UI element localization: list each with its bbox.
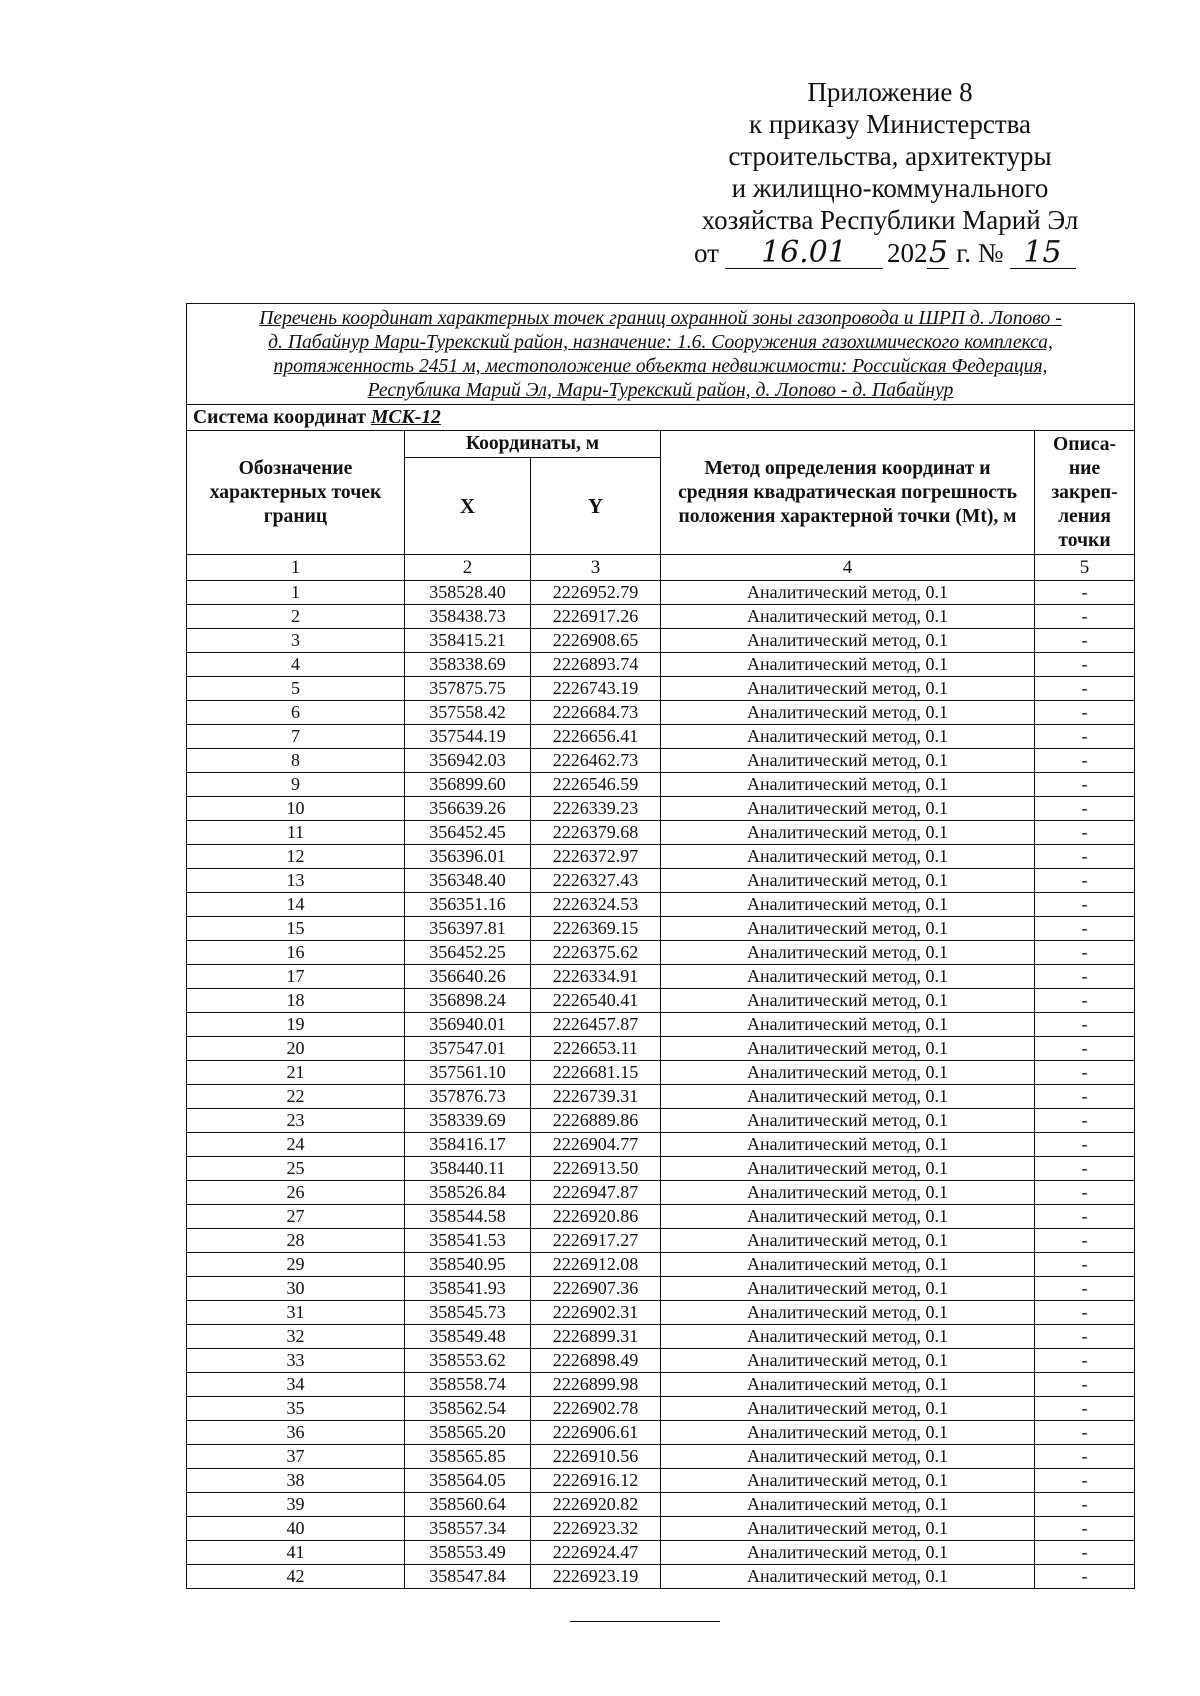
point-number: 9 [187, 773, 405, 797]
column-number: 1 [187, 555, 405, 581]
method-cell: Аналитический метод, 0.1 [661, 1085, 1035, 1109]
order-appendix-header [660, 76, 1120, 236]
coordinate-y: 2226907.36 [531, 1277, 661, 1301]
point-number: 14 [187, 893, 405, 917]
coordinate-y: 2226743.19 [531, 677, 661, 701]
table-row [187, 821, 1135, 845]
table-row [187, 773, 1135, 797]
coordinate-x: 358415.21 [405, 629, 531, 653]
coordinate-y: 2226917.27 [531, 1229, 661, 1253]
table-row [187, 1469, 1135, 1493]
coordinate-x: 356942.03 [405, 749, 531, 773]
point-number: 39 [187, 1493, 405, 1517]
fixing-description: - [1035, 845, 1135, 869]
fixing-description: - [1035, 1109, 1135, 1133]
column-number: 5 [1035, 555, 1135, 581]
coordinate-x: 358438.73 [405, 605, 531, 629]
point-number: 2 [187, 605, 405, 629]
fixing-description: - [1035, 749, 1135, 773]
coordinates-table [186, 303, 1135, 1589]
fixing-description: - [1035, 989, 1135, 1013]
coordinate-y: 2226684.73 [531, 701, 661, 725]
table-row [187, 797, 1135, 821]
coordinate-y: 2226369.15 [531, 917, 661, 941]
coordinate-y: 2226916.12 [531, 1469, 661, 1493]
coordinate-y: 2226324.53 [531, 893, 661, 917]
method-cell: Аналитический метод, 0.1 [661, 1541, 1035, 1565]
point-number: 17 [187, 965, 405, 989]
fixing-description: - [1035, 1349, 1135, 1373]
coordinate-y: 2226889.86 [531, 1109, 661, 1133]
point-number: 38 [187, 1469, 405, 1493]
coordinate-x: 358549.48 [405, 1325, 531, 1349]
coordinate-y: 2226681.15 [531, 1061, 661, 1085]
method-cell: Аналитический метод, 0.1 [661, 869, 1035, 893]
method-cell: Аналитический метод, 0.1 [661, 1109, 1035, 1133]
table-row [187, 1517, 1135, 1541]
coordinate-y: 2226540.41 [531, 989, 661, 1013]
fixing-description: - [1035, 653, 1135, 677]
table-row [187, 1109, 1135, 1133]
fixing-description: - [1035, 1373, 1135, 1397]
fixing-description: - [1035, 893, 1135, 917]
header-designation: Обозначение характерных точек границ [187, 431, 405, 555]
point-number: 13 [187, 869, 405, 893]
coordinate-x: 358562.54 [405, 1397, 531, 1421]
method-cell: Аналитический метод, 0.1 [661, 1205, 1035, 1229]
coordinate-x: 358558.74 [405, 1373, 531, 1397]
table-row [187, 1493, 1135, 1517]
handwritten-year-digit: 5 [928, 235, 948, 270]
column-number: 2 [405, 555, 531, 581]
method-cell: Аналитический метод, 0.1 [661, 725, 1035, 749]
coordinate-x: 356940.01 [405, 1013, 531, 1037]
method-cell: Аналитический метод, 0.1 [661, 1397, 1035, 1421]
point-number: 10 [187, 797, 405, 821]
header-x: X [405, 458, 531, 555]
point-number: 31 [187, 1301, 405, 1325]
point-number: 32 [187, 1325, 405, 1349]
coordinate-x: 358528.40 [405, 581, 531, 605]
column-number: 4 [661, 555, 1035, 581]
coordinate-y: 2226947.87 [531, 1181, 661, 1205]
header-line: к приказу Министерства [748, 109, 1032, 139]
point-number: 7 [187, 725, 405, 749]
coordinate-y: 2226656.41 [531, 725, 661, 749]
table-row [187, 1301, 1135, 1325]
table-title-line: Республика Марий Эл, Мари-Турекский район, д. Лопово - д. Пабайнур [367, 380, 954, 401]
fixing-description: - [1035, 1205, 1135, 1229]
fixing-description: - [1035, 1277, 1135, 1301]
coordinate-y: 2226924.47 [531, 1541, 661, 1565]
coordinate-y: 2226952.79 [531, 581, 661, 605]
header-method: Метод определения координат и средняя квадратическая погрешность положения характерной точки (Mt), м [661, 431, 1035, 555]
fixing-description: - [1035, 1085, 1135, 1109]
table-row [187, 1253, 1135, 1277]
point-number: 27 [187, 1205, 405, 1229]
fixing-description: - [1035, 1061, 1135, 1085]
method-cell: Аналитический метод, 0.1 [661, 1181, 1035, 1205]
coordinate-x: 357561.10 [405, 1061, 531, 1085]
table-row [187, 917, 1135, 941]
fixing-description: - [1035, 1181, 1135, 1205]
coordinate-y: 2226372.97 [531, 845, 661, 869]
coordinate-x: 358557.34 [405, 1517, 531, 1541]
method-cell: Аналитический метод, 0.1 [661, 1061, 1035, 1085]
table-row [187, 605, 1135, 629]
point-number: 22 [187, 1085, 405, 1109]
coordinate-x: 358541.53 [405, 1229, 531, 1253]
point-number: 41 [187, 1541, 405, 1565]
method-cell: Аналитический метод, 0.1 [661, 1301, 1035, 1325]
coordinate-y: 2226910.56 [531, 1445, 661, 1469]
method-cell: Аналитический метод, 0.1 [661, 1493, 1035, 1517]
coordinate-x: 358440.11 [405, 1157, 531, 1181]
header-line: и жилищно-коммунального [731, 173, 1049, 203]
point-number: 20 [187, 1037, 405, 1061]
fixing-description: - [1035, 725, 1135, 749]
order-date-line [694, 236, 1114, 270]
coordinate-x: 356899.60 [405, 773, 531, 797]
coordinate-y: 2226899.31 [531, 1325, 661, 1349]
table-row [187, 1397, 1135, 1421]
coordinate-y: 2226917.26 [531, 605, 661, 629]
table-row [187, 893, 1135, 917]
fixing-description: - [1035, 1157, 1135, 1181]
table-row [187, 1373, 1135, 1397]
coordinate-system-value: МСК-12 [370, 406, 441, 428]
method-cell: Аналитический метод, 0.1 [661, 1013, 1035, 1037]
coordinate-y: 2226457.87 [531, 1013, 661, 1037]
coordinate-x: 358565.20 [405, 1421, 531, 1445]
point-number: 4 [187, 653, 405, 677]
table-row [187, 1205, 1135, 1229]
point-number: 37 [187, 1445, 405, 1469]
column-number: 3 [531, 555, 661, 581]
coordinate-x: 356640.26 [405, 965, 531, 989]
handwritten-date: 16.01 [725, 238, 883, 269]
coordinate-y: 2226899.98 [531, 1373, 661, 1397]
coordinate-x: 358416.17 [405, 1133, 531, 1157]
table-row [187, 653, 1135, 677]
coordinate-y: 2226920.86 [531, 1205, 661, 1229]
fixing-description: - [1035, 581, 1135, 605]
coordinate-x: 358545.73 [405, 1301, 531, 1325]
method-cell: Аналитический метод, 0.1 [661, 1037, 1035, 1061]
point-number: 3 [187, 629, 405, 653]
method-cell: Аналитический метод, 0.1 [661, 1517, 1035, 1541]
fixing-description: - [1035, 1229, 1135, 1253]
table-title-line: протяженность 2451 м, местоположение объекта недвижимости: Российская Федерация, [273, 356, 1048, 377]
table-row [187, 629, 1135, 653]
header-y: Y [531, 458, 661, 555]
fixing-description: - [1035, 917, 1135, 941]
point-number: 15 [187, 917, 405, 941]
method-cell: Аналитический метод, 0.1 [661, 1373, 1035, 1397]
method-cell: Аналитический метод, 0.1 [661, 773, 1035, 797]
point-number: 21 [187, 1061, 405, 1085]
method-cell: Аналитический метод, 0.1 [661, 653, 1035, 677]
coordinate-y: 2226379.68 [531, 821, 661, 845]
coordinate-x: 357558.42 [405, 701, 531, 725]
fixing-description: - [1035, 1325, 1135, 1349]
method-cell: Аналитический метод, 0.1 [661, 1445, 1035, 1469]
bottom-separator-line [570, 1621, 720, 1622]
coordinate-x: 357544.19 [405, 725, 531, 749]
coordinate-y: 2226375.62 [531, 941, 661, 965]
header-line: хозяйства Республики Марий Эл [701, 205, 1079, 235]
coordinate-y: 2226902.78 [531, 1397, 661, 1421]
method-cell: Аналитический метод, 0.1 [661, 965, 1035, 989]
table-row [187, 1157, 1135, 1181]
year-prefix: 202 [886, 238, 928, 268]
method-cell: Аналитический метод, 0.1 [661, 989, 1035, 1013]
table-row [187, 989, 1135, 1013]
fixing-description: - [1035, 773, 1135, 797]
coordinate-x: 358564.05 [405, 1469, 531, 1493]
method-cell: Аналитический метод, 0.1 [661, 749, 1035, 773]
table-row [187, 1085, 1135, 1109]
point-number: 6 [187, 701, 405, 725]
method-cell: Аналитический метод, 0.1 [661, 1277, 1035, 1301]
coordinate-y: 2226739.31 [531, 1085, 661, 1109]
point-number: 25 [187, 1157, 405, 1181]
table-row [187, 749, 1135, 773]
coordinate-x: 357875.75 [405, 677, 531, 701]
coordinate-y: 2226902.31 [531, 1301, 661, 1325]
point-number: 19 [187, 1013, 405, 1037]
point-number: 12 [187, 845, 405, 869]
point-number: 26 [187, 1181, 405, 1205]
fixing-description: - [1035, 1133, 1135, 1157]
coordinate-x: 358544.58 [405, 1205, 531, 1229]
table-row [187, 1277, 1135, 1301]
coordinate-x: 358565.85 [405, 1445, 531, 1469]
fixing-description: - [1035, 1493, 1135, 1517]
point-number: 34 [187, 1373, 405, 1397]
point-number: 40 [187, 1517, 405, 1541]
fixing-description: - [1035, 677, 1135, 701]
fixing-description: - [1035, 941, 1135, 965]
method-cell: Аналитический метод, 0.1 [661, 1565, 1035, 1589]
fixing-description: - [1035, 629, 1135, 653]
method-cell: Аналитический метод, 0.1 [661, 581, 1035, 605]
date-prefix: от [694, 238, 719, 268]
method-cell: Аналитический метод, 0.1 [661, 1421, 1035, 1445]
fixing-description: - [1035, 1445, 1135, 1469]
table-row [187, 1229, 1135, 1253]
method-cell: Аналитический метод, 0.1 [661, 1229, 1035, 1253]
point-number: 29 [187, 1253, 405, 1277]
fixing-description: - [1035, 1469, 1135, 1493]
coordinate-x: 356397.81 [405, 917, 531, 941]
coordinate-x: 357876.73 [405, 1085, 531, 1109]
point-number: 24 [187, 1133, 405, 1157]
coordinates-table-body [187, 581, 1135, 1589]
header-coordinates: Координаты, м [405, 431, 661, 458]
table-row [187, 1061, 1135, 1085]
coordinate-x: 358553.49 [405, 1541, 531, 1565]
table-row [187, 1133, 1135, 1157]
coordinate-x: 356452.45 [405, 821, 531, 845]
table-row [187, 941, 1135, 965]
fixing-description: - [1035, 1253, 1135, 1277]
table-row [187, 845, 1135, 869]
point-number: 28 [187, 1229, 405, 1253]
method-cell: Аналитический метод, 0.1 [661, 1349, 1035, 1373]
table-row [187, 701, 1135, 725]
fixing-description: - [1035, 605, 1135, 629]
method-cell: Аналитический метод, 0.1 [661, 629, 1035, 653]
method-cell: Аналитический метод, 0.1 [661, 1133, 1035, 1157]
coordinate-y: 2226546.59 [531, 773, 661, 797]
coordinate-y: 2226462.73 [531, 749, 661, 773]
table-row [187, 1325, 1135, 1349]
coordinate-y: 2226920.82 [531, 1493, 661, 1517]
method-cell: Аналитический метод, 0.1 [661, 845, 1035, 869]
method-cell: Аналитический метод, 0.1 [661, 677, 1035, 701]
coordinate-y: 2226912.08 [531, 1253, 661, 1277]
coordinate-y: 2226913.50 [531, 1157, 661, 1181]
coordinate-x: 358560.64 [405, 1493, 531, 1517]
fixing-description: - [1035, 797, 1135, 821]
coordinates-table-wrapper [186, 303, 1134, 1589]
fixing-description: - [1035, 821, 1135, 845]
point-number: 8 [187, 749, 405, 773]
year-number-label: г. № [956, 238, 1004, 268]
coordinate-y: 2226653.11 [531, 1037, 661, 1061]
method-cell: Аналитический метод, 0.1 [661, 1253, 1035, 1277]
table-row [187, 1181, 1135, 1205]
table-row [187, 1421, 1135, 1445]
coordinate-y: 2226327.43 [531, 869, 661, 893]
coordinate-x: 358547.84 [405, 1565, 531, 1589]
coordinate-x: 356898.24 [405, 989, 531, 1013]
point-number: 16 [187, 941, 405, 965]
coordinate-x: 356396.01 [405, 845, 531, 869]
table-row [187, 1565, 1135, 1589]
point-number: 33 [187, 1349, 405, 1373]
coordinate-y: 2226923.19 [531, 1565, 661, 1589]
method-cell: Аналитический метод, 0.1 [661, 701, 1035, 725]
method-cell: Аналитический метод, 0.1 [661, 1469, 1035, 1493]
coordinate-y: 2226339.23 [531, 797, 661, 821]
table-row [187, 1349, 1135, 1373]
table-title-line: Перечень координат характерных точек границ охранной зоны газопровода и ШРП д. Лопово - [259, 308, 1062, 329]
coordinate-y: 2226923.32 [531, 1517, 661, 1541]
fixing-description: - [1035, 1541, 1135, 1565]
appendix-title: Приложение 8 [807, 77, 973, 107]
coordinate-x: 358339.69 [405, 1109, 531, 1133]
coordinate-y: 2226908.65 [531, 629, 661, 653]
coordinate-x: 358338.69 [405, 653, 531, 677]
method-cell: Аналитический метод, 0.1 [661, 821, 1035, 845]
coordinate-y: 2226893.74 [531, 653, 661, 677]
table-row [187, 1037, 1135, 1061]
handwritten-order-number: 15 [1010, 238, 1076, 269]
point-number: 35 [187, 1397, 405, 1421]
point-number: 11 [187, 821, 405, 845]
column-numbers-row [187, 555, 1135, 581]
method-cell: Аналитический метод, 0.1 [661, 1157, 1035, 1181]
table-row [187, 1445, 1135, 1469]
coordinate-x: 356452.25 [405, 941, 531, 965]
point-number: 36 [187, 1421, 405, 1445]
coordinate-x: 358541.93 [405, 1277, 531, 1301]
fixing-description: - [1035, 1565, 1135, 1589]
fixing-description: - [1035, 1037, 1135, 1061]
point-number: 42 [187, 1565, 405, 1589]
fixing-description: - [1035, 1397, 1135, 1421]
table-row [187, 725, 1135, 749]
coordinate-x: 358553.62 [405, 1349, 531, 1373]
fixing-description: - [1035, 1013, 1135, 1037]
table-row [187, 581, 1135, 605]
header-description: Описа- ние закреп- ления точки [1035, 431, 1135, 555]
coordinate-x: 356351.16 [405, 893, 531, 917]
point-number: 1 [187, 581, 405, 605]
header-line: строительства, архитектуры [728, 141, 1052, 171]
method-cell: Аналитический метод, 0.1 [661, 797, 1035, 821]
table-row [187, 1013, 1135, 1037]
table-row [187, 965, 1135, 989]
table-title [187, 304, 1135, 405]
method-cell: Аналитический метод, 0.1 [661, 605, 1035, 629]
coordinate-y: 2226898.49 [531, 1349, 661, 1373]
fixing-description: - [1035, 701, 1135, 725]
table-row [187, 869, 1135, 893]
coordinate-x: 356348.40 [405, 869, 531, 893]
point-number: 5 [187, 677, 405, 701]
point-number: 30 [187, 1277, 405, 1301]
coordinate-y: 2226334.91 [531, 965, 661, 989]
fixing-description: - [1035, 965, 1135, 989]
table-row [187, 677, 1135, 701]
fixing-description: - [1035, 1421, 1135, 1445]
coordinate-system-label: Система координат [193, 406, 367, 428]
fixing-description: - [1035, 1517, 1135, 1541]
coordinate-x: 358540.95 [405, 1253, 531, 1277]
method-cell: Аналитический метод, 0.1 [661, 893, 1035, 917]
fixing-description: - [1035, 1301, 1135, 1325]
method-cell: Аналитический метод, 0.1 [661, 941, 1035, 965]
coordinate-y: 2226904.77 [531, 1133, 661, 1157]
coordinate-system-row [187, 405, 1135, 431]
coordinate-x: 358526.84 [405, 1181, 531, 1205]
coordinate-x: 356639.26 [405, 797, 531, 821]
method-cell: Аналитический метод, 0.1 [661, 1325, 1035, 1349]
coordinate-y: 2226906.61 [531, 1421, 661, 1445]
point-number: 23 [187, 1109, 405, 1133]
point-number: 18 [187, 989, 405, 1013]
method-cell: Аналитический метод, 0.1 [661, 917, 1035, 941]
table-row [187, 1541, 1135, 1565]
coordinate-x: 357547.01 [405, 1037, 531, 1061]
fixing-description: - [1035, 869, 1135, 893]
table-title-line: д. Пабайнур Мари-Турекский район, назначение: 1.6. Сооружения газохимического комплекса, [268, 332, 1053, 353]
